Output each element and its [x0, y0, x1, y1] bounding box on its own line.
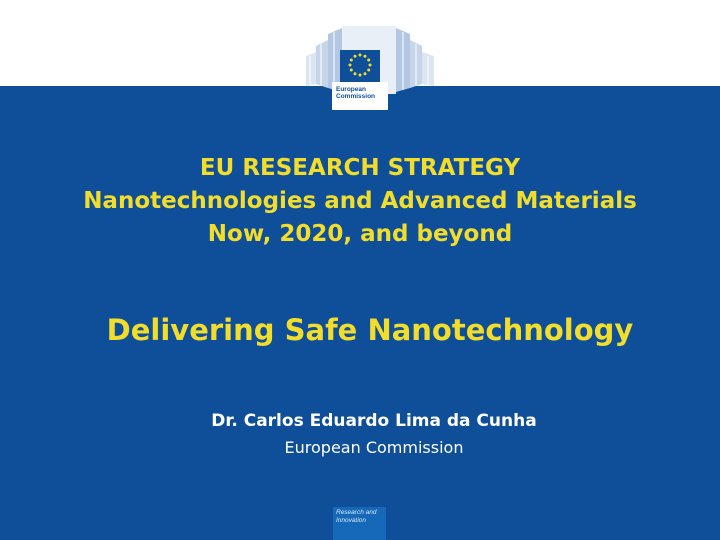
- author-organisation: European Commission: [284, 438, 464, 457]
- title-line-1: EU RESEARCH STRATEGY: [199, 155, 521, 181]
- author-name: Dr. Carlos Eduardo Lima da Cunha: [211, 411, 537, 431]
- slide-title: [0, 152, 720, 251]
- european-commission-logo: [306, 22, 434, 112]
- title-line-3: Now, 2020, and beyond: [207, 221, 513, 247]
- badge-label: Research and Innovation: [336, 509, 377, 524]
- research-innovation-badge: [333, 507, 386, 540]
- slide-subtitle: Delivering Safe Nanotechnology: [106, 313, 634, 347]
- title-line-2: Nanotechnologies and Advanced Materials: [83, 188, 637, 214]
- logo-label: European Commission: [336, 86, 376, 100]
